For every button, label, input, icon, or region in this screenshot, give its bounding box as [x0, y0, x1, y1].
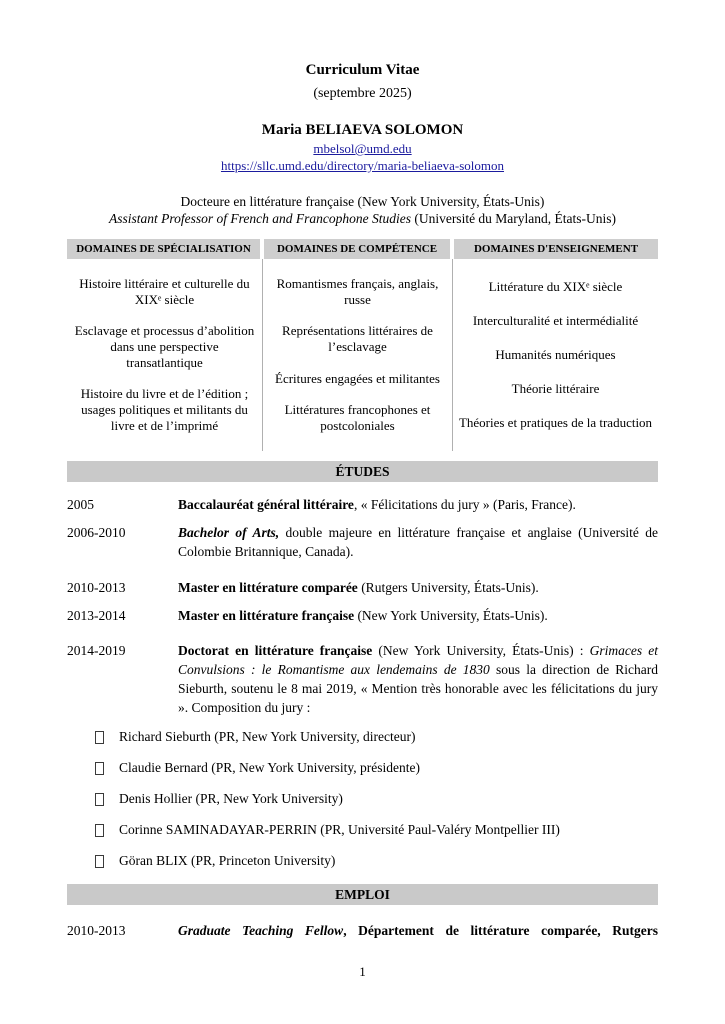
jury-member	[95, 791, 658, 807]
jury-member	[95, 729, 658, 745]
entry-text-segment: Master en littérature française	[178, 608, 355, 623]
missing-glyph-bullet-icon	[95, 824, 104, 837]
entry-date: 2013-2014	[67, 608, 126, 623]
missing-glyph-bullet-icon	[95, 793, 104, 806]
document-header	[67, 62, 658, 227]
domains-column-body	[452, 259, 658, 451]
position-title: Assistant Professor of French and Francophone Studies	[108, 211, 411, 226]
emploi-entries	[67, 921, 658, 940]
entry-date: 2010-2013	[67, 923, 126, 938]
domains-column-specialisation	[67, 239, 262, 451]
cv-entry	[67, 606, 658, 625]
etudes-entries	[67, 495, 658, 717]
entry-text-segment: Doctorat en littérature française	[178, 643, 373, 658]
domain-item: Littérature du XIXᵉ siècle	[488, 279, 623, 294]
domain-item: Humanités numériques	[495, 347, 616, 362]
entry-text-segment: , Département de littérature comparée, Rutgers	[343, 923, 659, 938]
entry-text-segment: (New York University, États-Unis) :	[372, 643, 590, 658]
domain-item: Histoire littéraire et culturelle du XIXᵉ siècle	[79, 276, 250, 307]
entry-text-segment: (Rutgers University, États-Unis).	[357, 580, 539, 595]
missing-glyph-bullet-icon	[95, 731, 104, 744]
person-name: Maria BELIAEVA SOLOMON	[261, 122, 464, 138]
entry-text-segment: Master en littérature comparée	[178, 580, 358, 595]
domains-column-header: DOMAINES D'ENSEIGNEMENT	[454, 239, 658, 259]
domain-item: Écritures engagées et militantes	[275, 370, 440, 386]
entry-text-segment: sous la direction de Richard Sieburth, soutenu le 8 mai 2019, « Mention très honorable avec les félicitations du jury ». Composition du jury :	[178, 662, 658, 715]
missing-glyph-bullet-icon	[95, 762, 104, 775]
entry-description	[178, 641, 658, 717]
entry-text-segment: Grimaces et Convulsions : le Romantisme aux lendemains de 1830	[178, 643, 658, 677]
cv-entry	[67, 921, 658, 940]
jury-member-name: Göran BLIX (PR, Princeton University)	[119, 853, 336, 868]
entry-description	[178, 578, 658, 597]
jury-member	[95, 853, 658, 869]
jury-member-name: Denis Hollier (PR, New York University)	[119, 791, 343, 806]
domains-table	[67, 239, 658, 451]
cv-entry	[67, 523, 658, 561]
domain-item: Romantismes français, anglais, russe	[276, 276, 439, 308]
jury-member-name: Corinne SAMINADAYAR-PERRIN (PR, Université Paul-Valéry Montpellier III)	[119, 822, 560, 837]
entry-text-segment: Graduate Teaching Fellow	[178, 923, 344, 938]
email-link[interactable]: mbelsol@umd.edu	[313, 141, 412, 156]
entry-date: 2005	[67, 497, 94, 512]
domains-column-body	[67, 259, 262, 451]
domain-item: Représentations littéraires de l’esclavage	[282, 323, 433, 355]
jury-member-name: Richard Sieburth (PR, New York University, directeur)	[119, 729, 416, 744]
credentials-block	[67, 193, 658, 227]
jury-member	[95, 822, 658, 838]
domains-column-header: DOMAINES DE COMPÉTENCE	[264, 239, 450, 259]
position-line	[67, 210, 658, 227]
entry-text-segment: Bachelor of Arts,	[178, 525, 280, 540]
entry-text-segment: Baccalauréat général littéraire	[178, 497, 354, 512]
entry-date: 2014-2019	[67, 643, 126, 658]
position-institution: (Université du Maryland, États-Unis)	[410, 211, 617, 226]
section-banner-emploi: EMPLOI	[67, 884, 658, 905]
entry-date: 2010-2013	[67, 580, 126, 595]
entry-text-segment: double majeure en littérature française et anglaise (Université de Colombie Britannique, Canada).	[178, 525, 658, 559]
domain-item: Théorie littéraire	[511, 381, 600, 396]
domain-item: Esclavage et processus d’abolition dans une perspective transatlantique	[74, 323, 255, 370]
entry-text-segment: , « Félicitations du jury » (Paris, France).	[353, 497, 576, 512]
domain-item: Histoire du livre et de l’édition ; usages politiques et militants du livre et de l’imprimé	[80, 386, 249, 433]
domains-column-body	[262, 259, 452, 451]
website-link[interactable]: https://sllc.umd.edu/directory/maria-beliaeva-solomon	[220, 158, 505, 173]
entry-text-segment: (New York University, États-Unis).	[354, 608, 548, 623]
jury-member	[95, 760, 658, 776]
section-banner-etudes: ÉTUDES	[67, 461, 658, 482]
document-title: Curriculum Vitae	[305, 62, 420, 78]
cv-entry	[67, 495, 658, 514]
domains-column-enseignement	[452, 239, 658, 451]
document-date-note: (septembre 2025)	[313, 86, 412, 101]
domain-item: Littératures francophones et postcoloniales	[284, 401, 431, 433]
jury-list	[67, 729, 658, 869]
cv-entry	[67, 578, 658, 597]
domain-item: Théories et pratiques de la traduction	[458, 415, 653, 430]
cv-entry	[67, 641, 658, 717]
page-number: 1	[359, 964, 366, 979]
domains-column-competence	[262, 239, 452, 451]
entry-description	[178, 523, 658, 561]
entry-description	[178, 495, 658, 514]
entry-description	[178, 606, 658, 625]
entry-date: 2006-2010	[67, 525, 126, 540]
jury-member-name: Claudie Bernard (PR, New York University, présidente)	[119, 760, 420, 775]
credential-line: Docteure en littérature française (New York University, États-Unis)	[180, 194, 545, 209]
entry-description	[178, 921, 658, 940]
domain-item: Interculturalité et intermédialité	[472, 313, 639, 328]
domains-column-header: DOMAINES DE SPÉCIALISATION	[67, 239, 260, 259]
missing-glyph-bullet-icon	[95, 855, 104, 868]
